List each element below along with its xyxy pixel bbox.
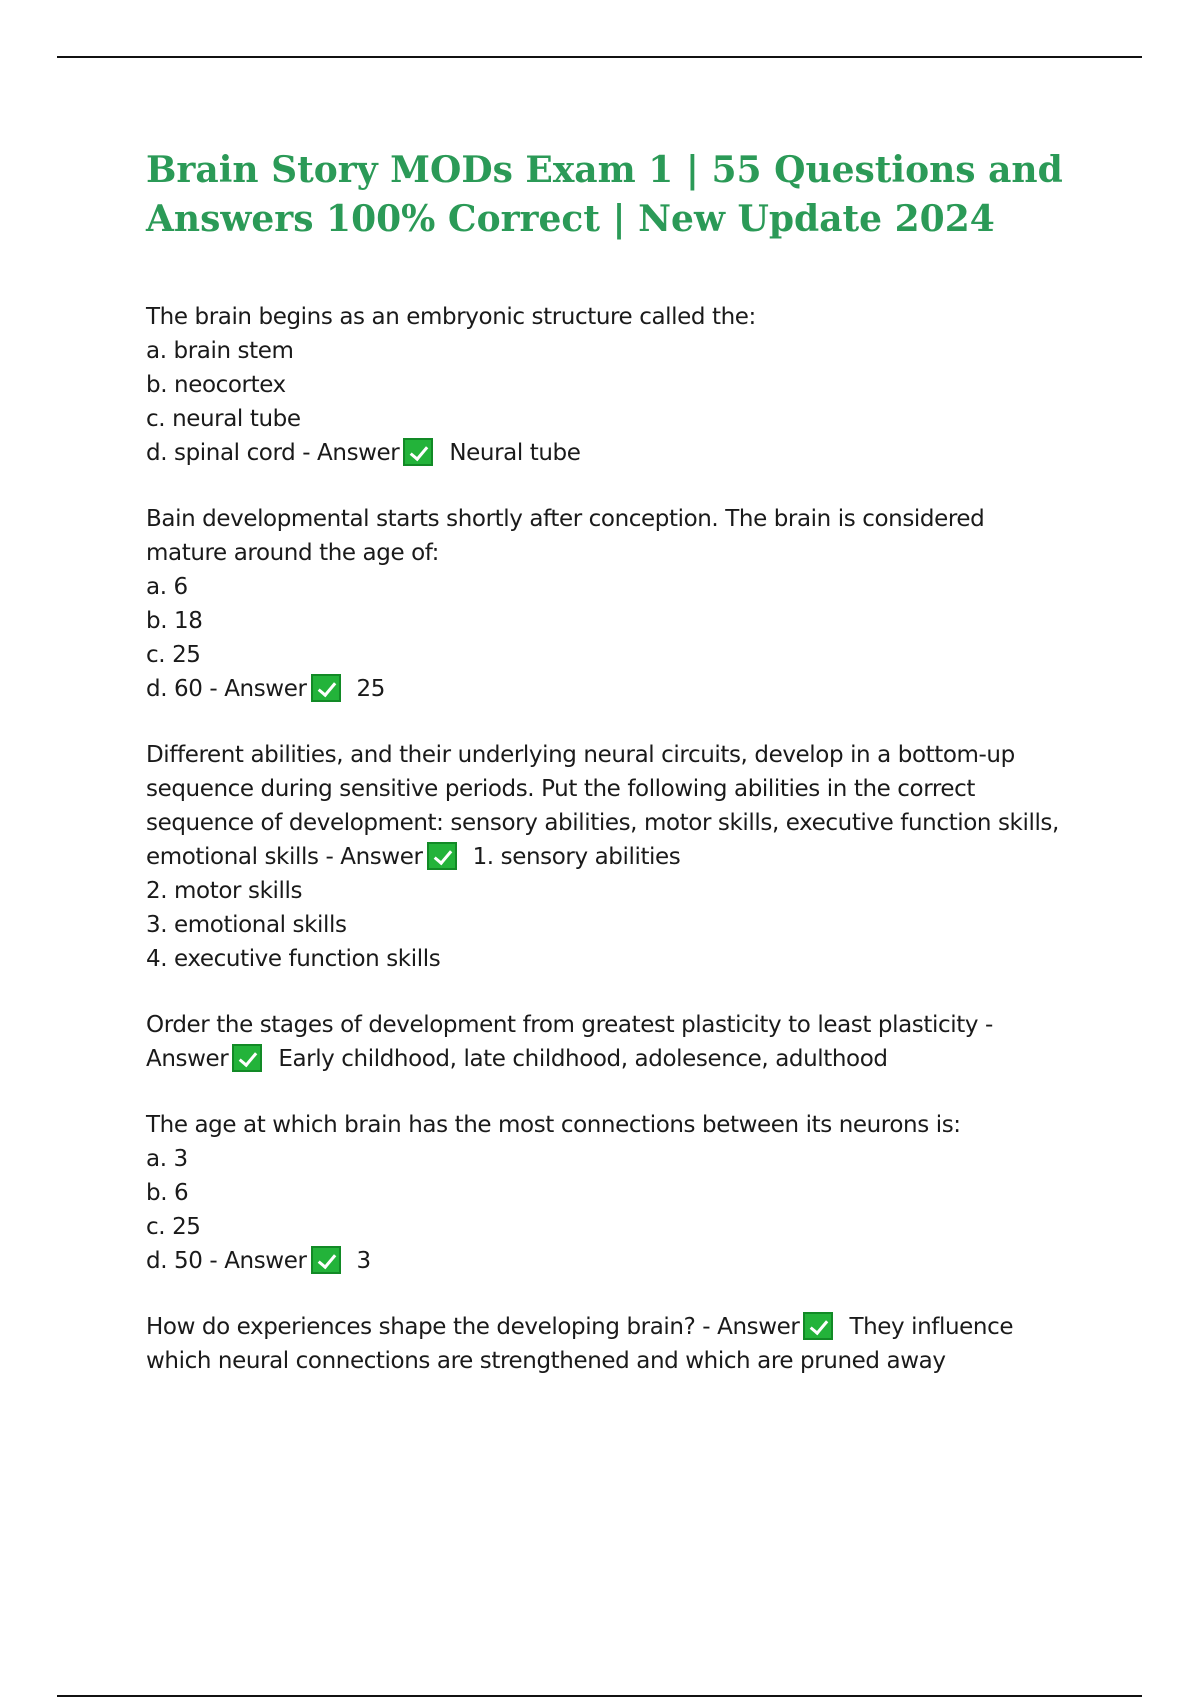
question-block xyxy=(146,502,1106,706)
question-text: sequence during sensitive periods. Put the following abilities in the correct xyxy=(146,776,976,802)
question-block xyxy=(146,1310,1106,1378)
question-text: b. 6 xyxy=(146,1180,189,1206)
question-text: b. neocortex xyxy=(146,372,286,398)
question-text: sequence of development: sensory abilities, motor skills, executive function skills, xyxy=(146,810,1059,836)
question-line xyxy=(146,402,1106,436)
question-line xyxy=(146,772,1106,806)
check-mark-icon xyxy=(311,1246,341,1274)
question-block xyxy=(146,1108,1106,1278)
question-text: The age at which brain has the most connections between its neurons is: xyxy=(146,1112,961,1138)
check-mark-icon xyxy=(403,438,433,466)
check-mark-icon xyxy=(311,674,341,702)
question-line xyxy=(146,1176,1106,1210)
question-line xyxy=(146,570,1106,604)
question-text: d. 60 - Answer xyxy=(146,676,307,702)
question-line xyxy=(146,604,1106,638)
question-line xyxy=(146,1108,1106,1142)
question-line xyxy=(146,1310,1106,1344)
question-block xyxy=(146,300,1106,470)
question-text: 4. executive function skills xyxy=(146,946,441,972)
question-text: Order the stages of development from greatest plasticity to least plasticity - xyxy=(146,1012,993,1038)
question-block xyxy=(146,1008,1106,1076)
question-text: c. 25 xyxy=(146,642,201,668)
question-text: a. 3 xyxy=(146,1146,188,1172)
question-text: How do experiences shape the developing brain? - Answer xyxy=(146,1314,800,1340)
question-line xyxy=(146,1210,1106,1244)
question-text: c. 25 xyxy=(146,1214,201,1240)
question-line xyxy=(146,502,1106,536)
question-line xyxy=(146,1008,1106,1042)
title-line: Answers 100% Correct | New Update 2024 xyxy=(146,198,995,240)
answer-text: 1. sensory abilities xyxy=(472,844,681,870)
question-line xyxy=(146,874,1106,908)
question-text: d. 50 - Answer xyxy=(146,1248,307,1274)
question-line xyxy=(146,638,1106,672)
question-text: b. 18 xyxy=(146,608,203,634)
question-text: which neural connections are strengthened and which are pruned away xyxy=(146,1348,946,1374)
question-line xyxy=(146,300,1106,334)
check-mark-icon xyxy=(803,1312,833,1340)
question-line xyxy=(146,536,1106,570)
question-line xyxy=(146,436,1106,470)
title-line: Brain Story MODs Exam 1 | 55 Questions and xyxy=(146,149,1063,191)
answer-text: Neural tube xyxy=(449,440,581,466)
question-line xyxy=(146,1042,1106,1076)
question-text: c. neural tube xyxy=(146,406,301,432)
question-text: Bain developmental starts shortly after conception. The brain is considered xyxy=(146,506,985,532)
question-line xyxy=(146,840,1106,874)
question-text: emotional skills - Answer xyxy=(146,844,423,870)
question-text: mature around the age of: xyxy=(146,540,439,566)
question-text: 2. motor skills xyxy=(146,878,303,904)
top-rule xyxy=(57,56,1142,58)
question-line xyxy=(146,1142,1106,1176)
question-text: a. brain stem xyxy=(146,338,294,364)
question-text: Answer xyxy=(146,1046,229,1072)
question-text: 3. emotional skills xyxy=(146,912,347,938)
answer-text: They influence xyxy=(849,1314,1014,1340)
question-line xyxy=(146,672,1106,706)
question-text: Different abilities, and their underlying neural circuits, develop in a bottom-up xyxy=(146,742,1015,768)
answer-text: 3 xyxy=(356,1248,371,1274)
question-line xyxy=(146,368,1106,402)
answer-text: Early childhood, late childhood, adolesence, adulthood xyxy=(278,1046,888,1072)
question-line xyxy=(146,908,1106,942)
check-mark-icon xyxy=(427,842,457,870)
page-title xyxy=(146,146,1066,244)
question-line xyxy=(146,1344,1106,1378)
question-text: The brain begins as an embryonic structure called the: xyxy=(146,304,756,330)
check-mark-icon xyxy=(232,1044,262,1072)
question-line xyxy=(146,334,1106,368)
answer-text: 25 xyxy=(356,676,385,702)
bottom-rule xyxy=(57,1695,1142,1697)
question-list xyxy=(146,300,1106,1410)
question-line xyxy=(146,738,1106,772)
question-text: a. 6 xyxy=(146,574,188,600)
question-line xyxy=(146,942,1106,976)
question-line xyxy=(146,806,1106,840)
question-block xyxy=(146,738,1106,976)
question-line xyxy=(146,1244,1106,1278)
question-text: d. spinal cord - Answer xyxy=(146,440,400,466)
